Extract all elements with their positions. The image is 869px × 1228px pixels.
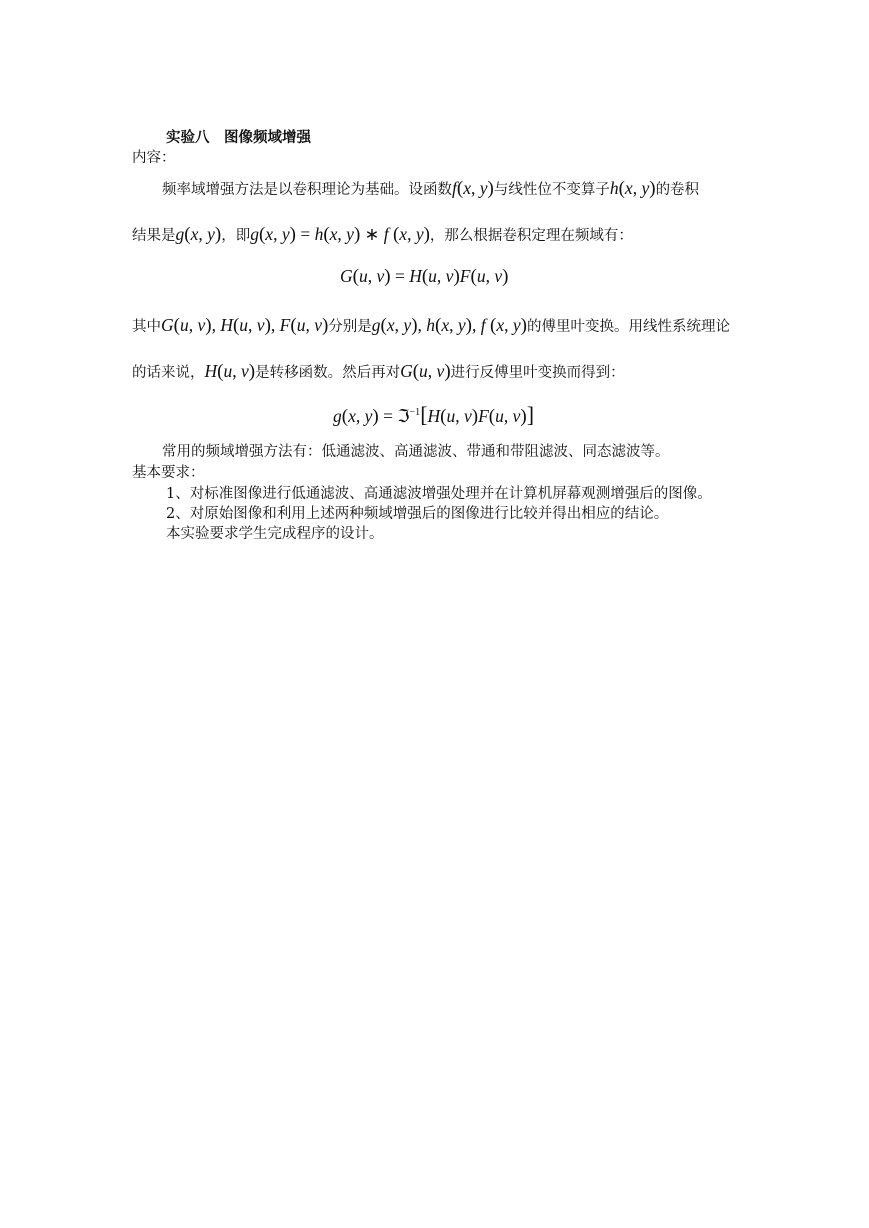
content-heading: 内容： <box>132 150 176 166</box>
para3-text-c: 的傅里叶变换。用线性系统理论 <box>526 319 730 335</box>
requirement-item-1: 1、对标准图像进行低通滤波、高通滤波增强处理并在计算机屏幕观测增强后的图像。 <box>166 486 712 502</box>
math-convolution: g(x, y) = h(x, y) ∗ f (x, y) <box>250 224 430 245</box>
para4-text-c: 进行反傅里叶变换而得到： <box>450 365 625 381</box>
math-f-xy: f(x, y) <box>452 178 494 199</box>
math-frequency-functions: G(u, v), H(u, v), F(u, v) <box>161 315 329 336</box>
equation-inverse-transform: g(x, y) = ℑ$^{-1}$[H(u, v)F(u, v)] <box>333 402 535 427</box>
math-g-xy: g(x, y) <box>175 224 222 245</box>
para4-text-a: 的话来说， <box>132 365 205 381</box>
para4-text-b: 是转移函数。然后再对 <box>255 365 401 381</box>
para3-text-a: 其中 <box>132 319 161 335</box>
math-h-uv: H(u, v) <box>204 361 256 382</box>
para1-text-b: 与线性位不变算子 <box>493 182 610 198</box>
para3-line <box>132 315 730 337</box>
math-h-xy: h(x, y) <box>609 178 656 199</box>
para1-text-a: 频率域增强方法是以卷积理论为基础。设函数 <box>162 182 452 198</box>
para5-line: 常用的频域增强方法有：低通滤波、高通滤波、带通和带阻滤波、同态滤波等。 <box>162 444 670 460</box>
para2-text-c: ，那么根据卷积定理在频域有： <box>429 228 633 244</box>
para3-text-b: 分别是 <box>328 319 372 335</box>
equation-frequency-product: G(u, v) = H(u, v)F(u, v) <box>340 266 509 287</box>
closing-note: 本实验要求学生完成程序的设计。 <box>166 526 384 542</box>
para1-line <box>162 178 699 200</box>
para2-line <box>132 224 633 246</box>
para1-text-c: 的卷积 <box>655 182 700 198</box>
math-spatial-functions: g(x, y), h(x, y), f (x, y) <box>371 315 527 336</box>
document-title: 实验八 图像频域增强 <box>166 130 311 146</box>
math-g-uv: G(u, v) <box>400 361 451 382</box>
requirement-item-2: 2、对原始图像和利用上述两种频域增强后的图像进行比较并得出相应的结论。 <box>166 506 669 522</box>
para4-line <box>132 361 625 383</box>
para2-text-b: ，即 <box>221 228 251 244</box>
para2-text-a: 结果是 <box>132 228 176 244</box>
requirements-heading: 基本要求： <box>132 465 205 481</box>
